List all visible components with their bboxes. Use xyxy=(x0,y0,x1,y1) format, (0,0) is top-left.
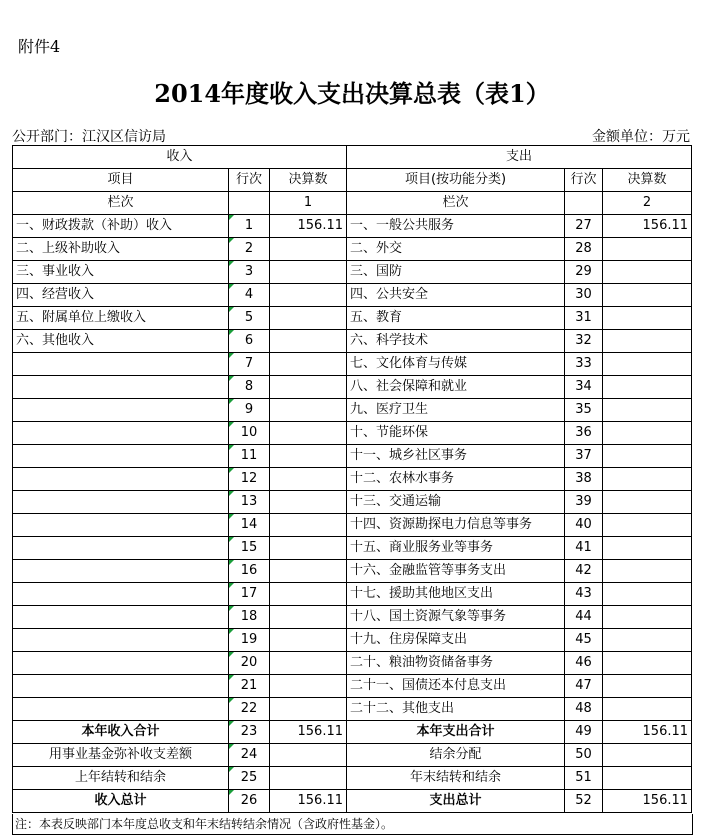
expense-amount: 156.11 xyxy=(603,215,692,238)
income-amount xyxy=(270,537,347,560)
expense-line-no: 34 xyxy=(565,376,603,399)
expense-item: 二十一、国债还本付息支出 xyxy=(347,675,565,698)
expense-item: 十六、金融监管等事务支出 xyxy=(347,560,565,583)
expense-header: 支出 xyxy=(347,146,692,169)
income-line-header: 行次 xyxy=(229,169,270,192)
income-amount xyxy=(270,422,347,445)
table-row xyxy=(13,399,692,422)
income-line-no: 25 xyxy=(229,767,270,790)
expense-amount xyxy=(603,767,692,790)
expense-amount xyxy=(603,744,692,767)
income-line-no: 21 xyxy=(229,675,270,698)
expense-line-no: 32 xyxy=(565,330,603,353)
income-line-no: 22 xyxy=(229,698,270,721)
expense-line-no: 52 xyxy=(565,790,603,813)
income-column-number: 1 xyxy=(270,192,347,215)
expense-amount xyxy=(603,629,692,652)
table-row xyxy=(13,537,692,560)
expense-line-header: 行次 xyxy=(565,169,603,192)
expense-item: 十二、农林水事务 xyxy=(347,468,565,491)
expense-line-no: 30 xyxy=(565,284,603,307)
income-header: 收入 xyxy=(13,146,347,169)
income-item: 三、事业收入 xyxy=(13,261,229,284)
expense-line-no: 38 xyxy=(565,468,603,491)
income-line-no: 20 xyxy=(229,652,270,675)
income-line-no: 26 xyxy=(229,790,270,813)
expense-item: 十八、国土资源气象等事务 xyxy=(347,606,565,629)
table-row xyxy=(13,261,692,284)
header-row-section xyxy=(13,146,692,169)
expense-line-no: 47 xyxy=(565,675,603,698)
income-summary-item: 本年收入合计 xyxy=(13,721,229,744)
income-amount xyxy=(270,445,347,468)
expense-item: 九、医疗卫生 xyxy=(347,399,565,422)
table-row xyxy=(13,629,692,652)
income-item: 四、经营收入 xyxy=(13,284,229,307)
income-amount xyxy=(270,767,347,790)
summary-row xyxy=(13,790,692,813)
page-title: 2014年度收入支出决算总表（表1） xyxy=(154,79,550,108)
income-item: 五、附属单位上缴收入 xyxy=(13,307,229,330)
expense-amount xyxy=(603,307,692,330)
expense-column-label: 栏次 xyxy=(347,192,565,215)
expense-line-no: 39 xyxy=(565,491,603,514)
expense-item: 十一、城乡社区事务 xyxy=(347,445,565,468)
income-line-no: 2 xyxy=(229,238,270,261)
expense-amount xyxy=(603,652,692,675)
summary-row xyxy=(13,721,692,744)
expense-line-no: 36 xyxy=(565,422,603,445)
expense-item-header: 项目(按功能分类) xyxy=(347,169,565,192)
income-amount xyxy=(270,583,347,606)
income-item: 一、财政拨款（补助）收入 xyxy=(13,215,229,238)
expense-item: 二、外交 xyxy=(347,238,565,261)
unit-label: 金额单位：万元 xyxy=(592,129,690,145)
income-line-no: 18 xyxy=(229,606,270,629)
expense-amount xyxy=(603,330,692,353)
income-item xyxy=(13,399,229,422)
expense-line-no: 42 xyxy=(565,560,603,583)
income-line-no: 14 xyxy=(229,514,270,537)
table-row xyxy=(13,422,692,445)
income-line-no: 4 xyxy=(229,284,270,307)
income-amount xyxy=(270,261,347,284)
expense-item: 六、科学技术 xyxy=(347,330,565,353)
income-item xyxy=(13,652,229,675)
table-row xyxy=(13,376,692,399)
expense-amount xyxy=(603,514,692,537)
income-item xyxy=(13,514,229,537)
income-summary-item: 收入总计 xyxy=(13,790,229,813)
income-line-no: 9 xyxy=(229,399,270,422)
expense-amount xyxy=(603,353,692,376)
expense-item: 一、一般公共服务 xyxy=(347,215,565,238)
summary-row xyxy=(13,767,692,790)
expense-summary-item: 结余分配 xyxy=(347,744,565,767)
income-line-no: 23 xyxy=(229,721,270,744)
income-amount xyxy=(270,698,347,721)
table-row xyxy=(13,698,692,721)
table-row xyxy=(13,353,692,376)
income-line-no: 1 xyxy=(229,215,270,238)
income-amount xyxy=(270,330,347,353)
income-item xyxy=(13,537,229,560)
income-amount xyxy=(270,629,347,652)
expense-amount: 156.11 xyxy=(603,721,692,744)
expense-amount xyxy=(603,422,692,445)
expense-item: 十四、资源勘探电力信息等事务 xyxy=(347,514,565,537)
income-item xyxy=(13,560,229,583)
expense-amount xyxy=(603,261,692,284)
attachment-label: 附件4 xyxy=(18,37,61,56)
expense-amount xyxy=(603,468,692,491)
table-row xyxy=(13,215,692,238)
table-row xyxy=(13,445,692,468)
expense-line-no: 28 xyxy=(565,238,603,261)
expense-item: 二十、粮油物资储备事务 xyxy=(347,652,565,675)
summary-row xyxy=(13,744,692,767)
expense-line-no: 49 xyxy=(565,721,603,744)
income-amount xyxy=(270,238,347,261)
expense-summary-item: 支出总计 xyxy=(347,790,565,813)
income-line-no: 17 xyxy=(229,583,270,606)
income-amount xyxy=(270,744,347,767)
table-row xyxy=(13,560,692,583)
income-item xyxy=(13,675,229,698)
income-item xyxy=(13,583,229,606)
expense-line-no: 43 xyxy=(565,583,603,606)
income-amount: 156.11 xyxy=(270,215,347,238)
expense-amount xyxy=(603,537,692,560)
expense-line-no: 37 xyxy=(565,445,603,468)
income-amount xyxy=(270,468,347,491)
expense-amount xyxy=(603,238,692,261)
income-line-no: 10 xyxy=(229,422,270,445)
expense-line-no: 46 xyxy=(565,652,603,675)
expense-item: 三、国防 xyxy=(347,261,565,284)
expense-item: 十五、商业服务业等事务 xyxy=(347,537,565,560)
income-amount xyxy=(270,399,347,422)
table-row xyxy=(13,606,692,629)
table-row xyxy=(13,491,692,514)
income-line-no: 5 xyxy=(229,307,270,330)
footnote: 注：本表反映部门本年度总收支和年末结转结余情况（含政府性基金）。 xyxy=(12,814,693,835)
expense-line-no: 45 xyxy=(565,629,603,652)
income-amount: 156.11 xyxy=(270,790,347,813)
income-line-no: 16 xyxy=(229,560,270,583)
income-item-header: 项目 xyxy=(13,169,229,192)
expense-amount-header: 决算数 xyxy=(603,169,692,192)
expense-line-no: 27 xyxy=(565,215,603,238)
expense-line-no: 48 xyxy=(565,698,603,721)
expense-line-no: 29 xyxy=(565,261,603,284)
income-line-no: 13 xyxy=(229,491,270,514)
expense-amount xyxy=(603,399,692,422)
expense-line-no: 44 xyxy=(565,606,603,629)
income-item xyxy=(13,468,229,491)
expense-line-no: 33 xyxy=(565,353,603,376)
income-item xyxy=(13,422,229,445)
income-line-no: 24 xyxy=(229,744,270,767)
expense-amount xyxy=(603,284,692,307)
income-line-no: 3 xyxy=(229,261,270,284)
expense-item: 七、文化体育与传媒 xyxy=(347,353,565,376)
income-item xyxy=(13,629,229,652)
income-item xyxy=(13,353,229,376)
income-summary-item: 用事业基金弥补收支差额 xyxy=(13,744,229,767)
table-row xyxy=(13,583,692,606)
expense-item: 十、节能环保 xyxy=(347,422,565,445)
income-item xyxy=(13,445,229,468)
expense-item: 十七、援助其他地区支出 xyxy=(347,583,565,606)
table-row xyxy=(13,307,692,330)
expense-item: 十三、交通运输 xyxy=(347,491,565,514)
expense-amount xyxy=(603,560,692,583)
income-amount xyxy=(270,606,347,629)
expense-amount xyxy=(603,606,692,629)
header-row-column-numbers xyxy=(13,192,692,215)
income-amount xyxy=(270,491,347,514)
income-amount xyxy=(270,353,347,376)
income-line-no: 15 xyxy=(229,537,270,560)
income-line-no: 12 xyxy=(229,468,270,491)
expense-column-number: 2 xyxy=(603,192,692,215)
table-row xyxy=(13,238,692,261)
expense-line-no: 41 xyxy=(565,537,603,560)
expense-item: 五、教育 xyxy=(347,307,565,330)
expense-line-no: 35 xyxy=(565,399,603,422)
expense-line-no: 50 xyxy=(565,744,603,767)
income-item xyxy=(13,606,229,629)
expense-summary-item: 本年支出合计 xyxy=(347,721,565,744)
income-amount xyxy=(270,675,347,698)
expense-line-no: 31 xyxy=(565,307,603,330)
expense-amount xyxy=(603,445,692,468)
table-row xyxy=(13,675,692,698)
income-amount xyxy=(270,514,347,537)
income-column-label: 栏次 xyxy=(13,192,229,215)
table-row xyxy=(13,284,692,307)
table-row xyxy=(13,652,692,675)
income-line-blank xyxy=(229,192,270,215)
income-item xyxy=(13,698,229,721)
table-row xyxy=(13,514,692,537)
income-line-no: 11 xyxy=(229,445,270,468)
expense-amount xyxy=(603,583,692,606)
income-item xyxy=(13,491,229,514)
expense-line-blank xyxy=(565,192,603,215)
income-amount xyxy=(270,376,347,399)
income-line-no: 6 xyxy=(229,330,270,353)
department-label: 公开部门：江汉区信访局 xyxy=(12,129,166,145)
budget-table xyxy=(12,145,692,813)
income-amount: 156.11 xyxy=(270,721,347,744)
expense-item: 四、公共安全 xyxy=(347,284,565,307)
income-line-no: 8 xyxy=(229,376,270,399)
income-item xyxy=(13,376,229,399)
table-row xyxy=(13,330,692,353)
income-item: 二、上级补助收入 xyxy=(13,238,229,261)
expense-amount xyxy=(603,675,692,698)
expense-amount: 156.11 xyxy=(603,790,692,813)
income-amount xyxy=(270,307,347,330)
expense-amount xyxy=(603,698,692,721)
income-amount xyxy=(270,284,347,307)
income-amount-header: 决算数 xyxy=(270,169,347,192)
income-line-no: 19 xyxy=(229,629,270,652)
table-row xyxy=(13,468,692,491)
expense-item: 二十二、其他支出 xyxy=(347,698,565,721)
income-amount xyxy=(270,560,347,583)
expense-item: 十九、住房保障支出 xyxy=(347,629,565,652)
expense-amount xyxy=(603,376,692,399)
expense-line-no: 40 xyxy=(565,514,603,537)
income-item: 六、其他收入 xyxy=(13,330,229,353)
income-amount xyxy=(270,652,347,675)
expense-line-no: 51 xyxy=(565,767,603,790)
header-row-columns xyxy=(13,169,692,192)
expense-amount xyxy=(603,491,692,514)
expense-item: 八、社会保障和就业 xyxy=(347,376,565,399)
expense-summary-item: 年末结转和结余 xyxy=(347,767,565,790)
income-summary-item: 上年结转和结余 xyxy=(13,767,229,790)
income-line-no: 7 xyxy=(229,353,270,376)
